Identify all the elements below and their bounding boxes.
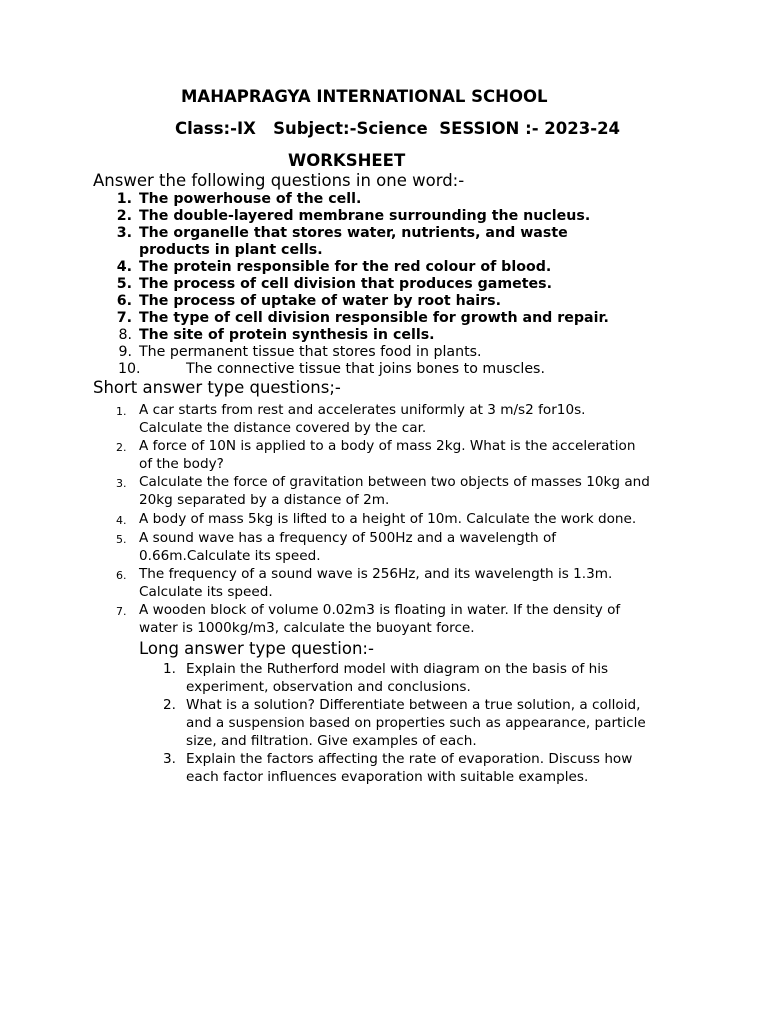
- list-item-text: A sound wave has a frequency of 500Hz and a wavelength of: [139, 530, 557, 546]
- list-item: [104, 344, 704, 361]
- worksheet-title: WORKSHEET: [288, 151, 406, 170]
- list-item-number: 6.: [116, 569, 127, 582]
- list-item: [104, 310, 704, 327]
- list-item-text: A wooden block of volume 0.02m3 is floating in water. If the density of: [139, 602, 621, 618]
- list-item-text-continued: size, and filtration. Give examples of each.: [186, 733, 477, 749]
- list-item: [104, 276, 704, 293]
- list-item: [104, 293, 704, 310]
- school-name: MAHAPRAGYA INTERNATIONAL SCHOOL: [181, 87, 548, 106]
- list-item-number: 1.: [163, 661, 176, 677]
- list-item: [104, 208, 704, 225]
- list-item-number: 5.: [116, 533, 127, 546]
- list-item-number: 2.: [116, 208, 132, 224]
- list-item-number: 5.: [116, 276, 132, 292]
- list-item: [116, 401, 716, 437]
- list-item-text: Explain the Rutherford model with diagram on the basis of his: [186, 661, 609, 677]
- list-item-number: 2.: [116, 441, 127, 454]
- long-answer-heading: Long answer type question:-: [139, 639, 374, 658]
- one-word-heading: Answer the following questions in one word:-: [93, 171, 465, 190]
- list-item-text: Explain the factors affecting the rate of evaporation. Discuss how: [186, 751, 633, 767]
- list-item: [104, 327, 704, 344]
- list-item: [116, 510, 716, 528]
- list-item: [116, 565, 716, 601]
- list-item-text: The protein responsible for the red colour of blood.: [139, 259, 552, 275]
- list-item: [116, 529, 716, 565]
- list-item-text: Calculate the force of gravitation between two objects of masses 10kg and: [139, 474, 650, 490]
- list-item: [104, 225, 704, 259]
- list-item-number: 10.: [118, 361, 141, 377]
- list-item: [116, 473, 716, 509]
- list-item-text: A car starts from rest and accelerates uniformly at 3 m/s2 for10s.: [139, 402, 586, 418]
- list-item-number: 3.: [116, 477, 127, 490]
- list-item-text: The permanent tissue that stores food in plants.: [139, 344, 482, 360]
- list-item-text: A body of mass 5kg is lifted to a height of 10m. Calculate the work done.: [139, 511, 637, 527]
- list-item-number: 7.: [116, 310, 132, 326]
- list-item-text-continued: 0.66m.Calculate its speed.: [139, 548, 321, 564]
- list-item-text: The type of cell division responsible for growth and repair.: [139, 310, 609, 326]
- list-item-number: 3.: [116, 225, 132, 241]
- list-item-text-continued: Calculate its speed.: [139, 584, 273, 600]
- list-item-number: 6.: [116, 293, 132, 309]
- list-item-text-continued: and a suspension based on properties such as appearance, particle: [186, 715, 646, 731]
- list-item-text: The frequency of a sound wave is 256Hz, and its wavelength is 1.3m.: [139, 566, 613, 582]
- list-item-text: The connective tissue that joins bones to muscles.: [186, 361, 545, 377]
- list-item-text-continued: 20kg separated by a distance of 2m.: [139, 492, 390, 508]
- list-item-text-continued: Calculate the distance covered by the car.: [139, 420, 427, 436]
- list-item: [104, 191, 704, 208]
- short-answer-heading: Short answer type questions;-: [93, 378, 341, 397]
- list-item-text: The powerhouse of the cell.: [139, 191, 362, 207]
- list-item-number: 8.: [118, 327, 132, 343]
- class-subject-session: Class:-IX Subject:-Science SESSION :- 2023-24: [175, 119, 621, 138]
- list-item-text-continued: products in plant cells.: [139, 242, 323, 258]
- list-item-number: 9.: [118, 344, 132, 360]
- list-item-text: The double-layered membrane surrounding the nucleus.: [139, 208, 591, 224]
- list-item-number: 4.: [116, 259, 132, 275]
- list-item: [116, 601, 716, 637]
- list-item: [162, 696, 722, 750]
- list-item-number: 2.: [163, 697, 176, 713]
- list-item-text-continued: experiment, observation and conclusions.: [186, 679, 471, 695]
- list-item-number: 4.: [116, 514, 127, 527]
- list-item: [104, 259, 704, 276]
- list-item: [104, 361, 704, 378]
- list-item-text: The site of protein synthesis in cells.: [139, 327, 435, 343]
- list-item-text: The organelle that stores water, nutrients, and waste: [139, 225, 568, 241]
- list-item-number: 1.: [116, 191, 132, 207]
- list-item: [162, 660, 722, 696]
- list-item-text: What is a solution? Differentiate between a true solution, a colloid,: [186, 697, 641, 713]
- list-item-number: 1.: [116, 405, 127, 418]
- list-item-text: The process of cell division that produces gametes.: [139, 276, 553, 292]
- list-item-number: 3.: [163, 751, 176, 767]
- list-item-text: A force of 10N is applied to a body of mass 2kg. What is the acceleration: [139, 438, 636, 454]
- list-item-text-continued: water is 1000kg/m3, calculate the buoyant force.: [139, 620, 475, 636]
- list-item: [162, 750, 722, 786]
- list-item-text: The process of uptake of water by root hairs.: [139, 293, 501, 309]
- list-item: [116, 437, 716, 473]
- list-item-number: 7.: [116, 605, 127, 618]
- list-item-text-continued: of the body?: [139, 456, 224, 472]
- list-item-text-continued: each factor influences evaporation with suitable examples.: [186, 769, 589, 785]
